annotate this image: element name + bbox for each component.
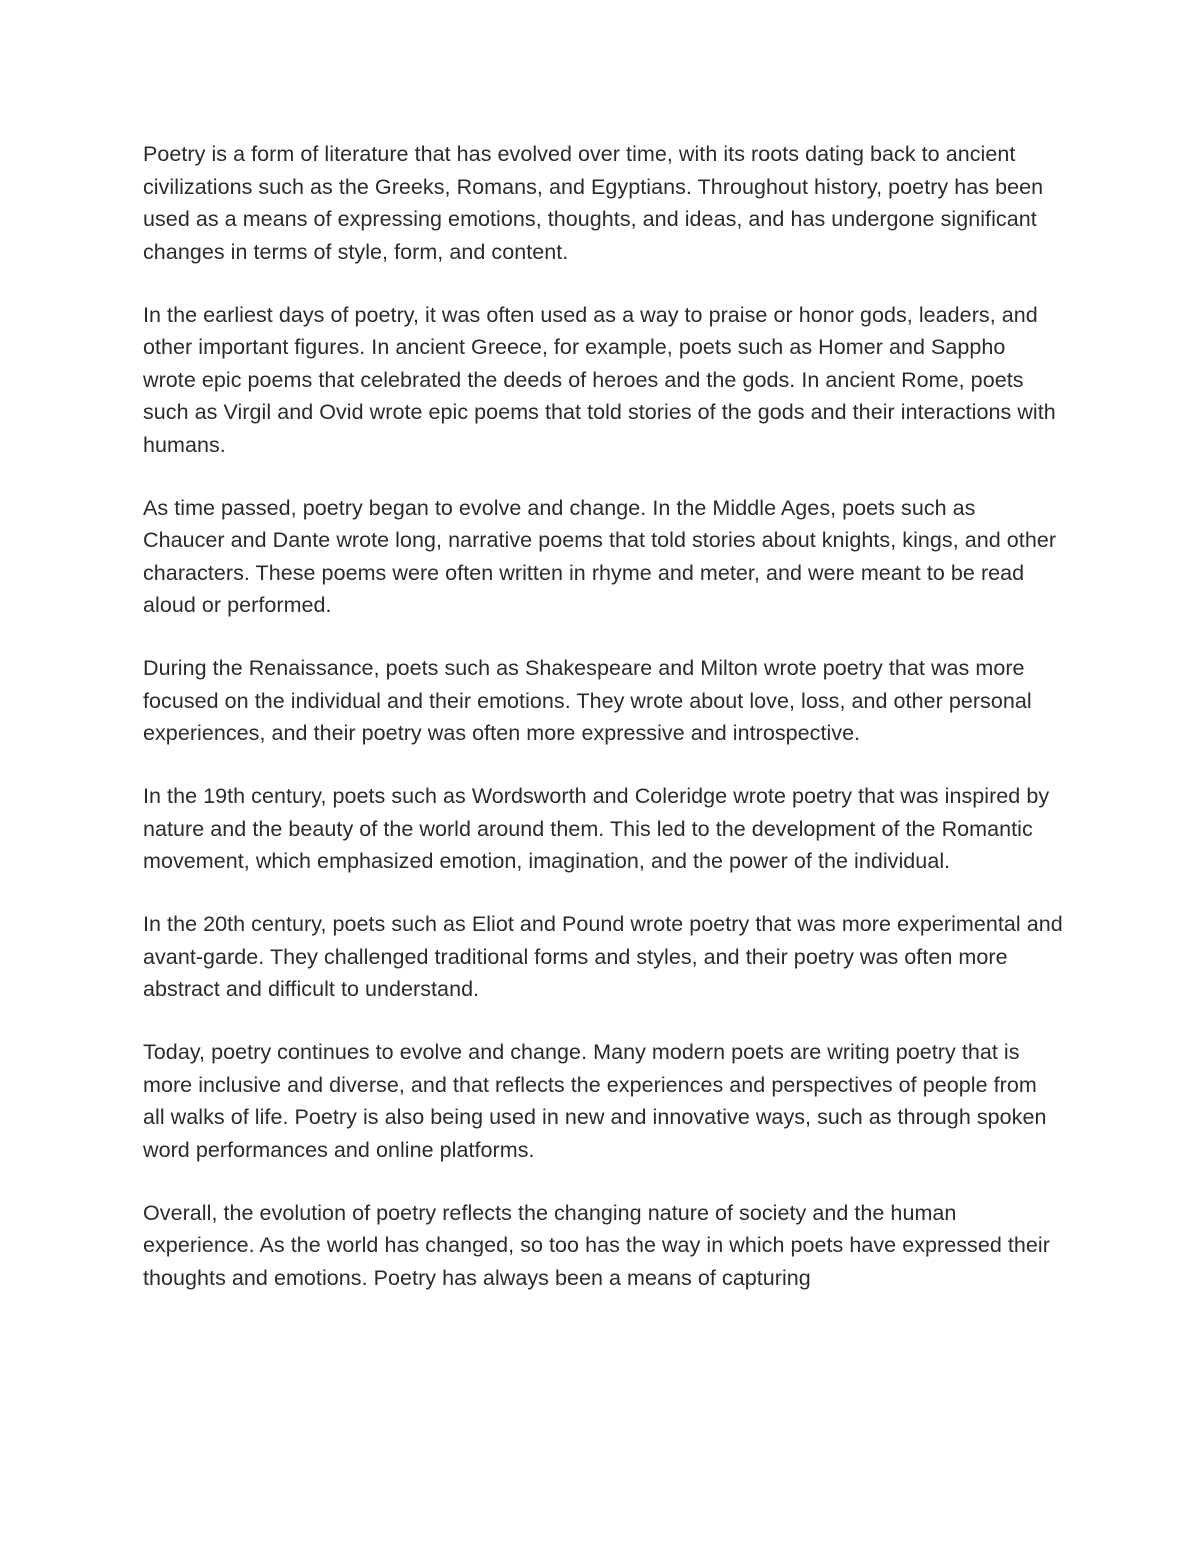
paragraph-1: Poetry is a form of literature that has evolved over time, with its roots dating back to ancient civilizations such as the Greeks, Romans, and Egyptians. Throughout history, poetry has been used as a means of expressing emotions, thoughts, and ideas, and has undergone significant changes in terms of style, form, and content. xyxy=(143,142,1044,264)
paragraph-7: Today, poetry continues to evolve and change. Many modern poets are writing poetry that is more inclusive and diverse, and that reflects the experiences and perspectives of people from all walks of life. Poetry is also being used in new and innovative ways, such as through spoken word performances and online platforms. xyxy=(143,1040,1047,1162)
paragraph-6: In the 20th century, poets such as Eliot and Pound wrote poetry that was more experimental and avant-garde. They challenged traditional forms and styles, and their poetry was often more abstract and difficult to understand. xyxy=(143,912,1063,1001)
paragraph-4: During the Renaissance, poets such as Shakespeare and Milton wrote poetry that was more focused on the individual and their emotions. They wrote about love, loss, and other personal experiences, and their poetry was often more expressive and introspective. xyxy=(143,656,1032,745)
paragraph-8: Overall, the evolution of poetry reflects the changing nature of society and the human experience. As the world has changed, so too has the way in which poets have expressed their thoughts and emotions. Poetry has always been a means of capturing xyxy=(143,1200,1050,1290)
paragraph-2: In the earliest days of poetry, it was often used as a way to praise or honor gods, leaders, and other important figures. In ancient Greece, for example, poets such as Homer and Sappho wrote epic poems that celebrated the deeds of heroes and the gods. In ancient Rome, poets such as Virgil and Ovid wrote epic poems that told stories of the gods and their interactions with humans. xyxy=(143,302,1056,457)
paragraph-5: In the 19th century, poets such as Wordsworth and Coleridge wrote poetry that was inspired by nature and the beauty of the world around them. This led to the development of the Romantic movement, which emphasized emotion, imagination, and the power of the individual. xyxy=(143,784,1050,873)
document-body xyxy=(143,138,1063,1325)
paragraph-3: As time passed, poetry began to evolve and change. In the Middle Ages, poets such as Chaucer and Dante wrote long, narrative poems that told stories about knights, kings, and other characters. These poems were often written in rhyme and meter, and were meant to be read aloud or performed. xyxy=(143,495,1057,617)
